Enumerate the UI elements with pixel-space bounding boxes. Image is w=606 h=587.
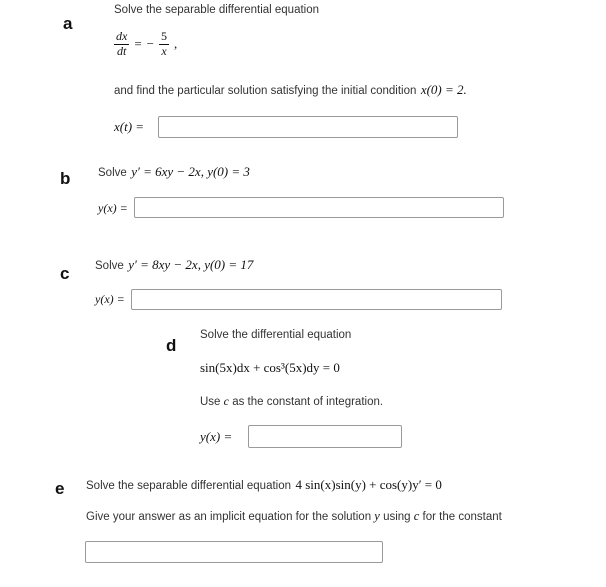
problem-d-instruction: Solve the differential equation xyxy=(200,329,352,341)
problem-a-rhs-fraction xyxy=(159,30,169,59)
problem-b-answer-input[interactable] xyxy=(134,197,504,218)
condition-math: x(0) = 2. xyxy=(420,82,467,97)
rhs-denominator: x xyxy=(161,43,167,58)
problem-a-condition xyxy=(114,81,467,99)
problem-c-statement xyxy=(95,256,253,274)
hint-suffix: for the constant xyxy=(422,511,502,523)
hint-var-y: y xyxy=(374,509,380,523)
problem-a-lhs-fraction xyxy=(114,30,129,59)
problem-a-instruction: Solve the separable differential equation xyxy=(114,4,320,16)
lhs-numerator: dx xyxy=(116,29,128,43)
problem-e-letter: e xyxy=(55,479,65,498)
problem-a-answer-label: x(t) = xyxy=(114,119,145,134)
problem-e-equation: 4 sin(x)sin(y) + cos(y)y′ = 0 xyxy=(295,477,442,492)
problem-e-hint xyxy=(86,509,502,524)
solve-word: Solve xyxy=(95,260,124,272)
problem-b-answer-label: y(x) = xyxy=(98,201,128,215)
problem-d-letter: d xyxy=(166,336,177,355)
problem-c-answer-input[interactable] xyxy=(131,289,502,310)
condition-text: and find the particular solution satisfying the initial condition xyxy=(114,85,417,97)
problem-e-answer-input[interactable] xyxy=(85,541,383,563)
problem-a-answer-input[interactable] xyxy=(158,116,458,138)
problem-b-equation: y′ = 6xy − 2x, y(0) = 3 xyxy=(131,164,250,179)
problem-b-statement xyxy=(98,163,250,181)
problem-d-answer-input[interactable] xyxy=(248,425,402,448)
hint-middle: using xyxy=(383,511,411,523)
problem-e-instruction: Solve the separable differential equation xyxy=(86,480,292,492)
note-prefix: Use xyxy=(200,396,221,408)
problem-c-answer-label: y(x) = xyxy=(95,292,125,306)
note-var: c xyxy=(223,394,229,408)
note-suffix: as the constant of integration. xyxy=(232,396,384,408)
problem-d-note xyxy=(200,394,383,409)
problem-a-letter: a xyxy=(63,14,73,33)
hint-prefix: Give your answer as an implicit equation for the solution xyxy=(86,511,372,523)
problem-c-letter: c xyxy=(60,264,70,283)
rhs-numerator: 5 xyxy=(161,29,168,43)
problem-c-equation: y′ = 8xy − 2x, y(0) = 17 xyxy=(128,257,254,272)
comma: , xyxy=(174,36,178,52)
problem-e-statement xyxy=(86,476,442,494)
problem-b-letter: b xyxy=(60,169,71,188)
problem-d-answer-label: y(x) = xyxy=(200,429,233,444)
solve-word: Solve xyxy=(98,167,127,179)
minus-sign: − xyxy=(146,36,155,52)
lhs-denominator: dt xyxy=(116,43,127,58)
hint-var-c: c xyxy=(413,509,420,523)
problem-d-equation: sin(5x)dx + cos³(5x)dy = 0 xyxy=(200,360,340,375)
problem-a-equation xyxy=(114,30,177,59)
equals-sign: = xyxy=(134,36,142,52)
